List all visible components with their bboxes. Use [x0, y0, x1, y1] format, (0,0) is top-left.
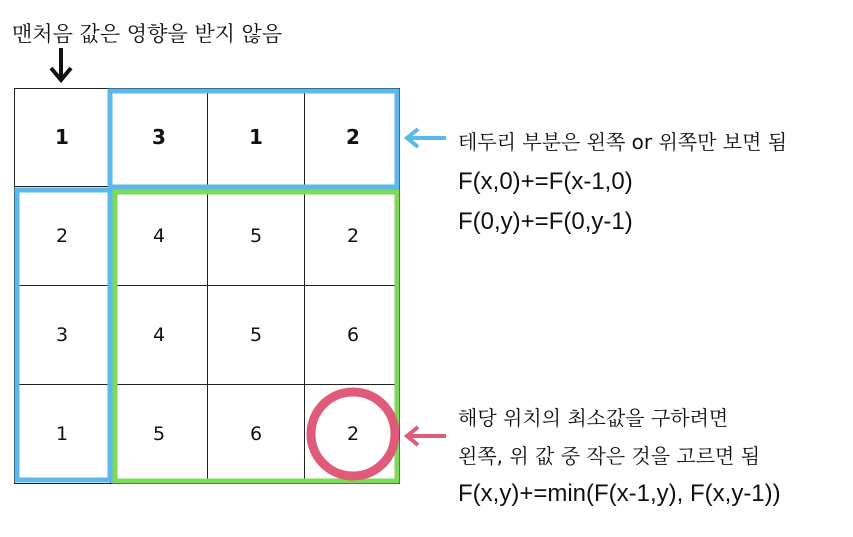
grid-cell-1-3: 2 [346, 225, 360, 247]
grid-cell-0-3: 2 [346, 125, 360, 149]
grid-cell-3-1: 5 [152, 423, 166, 445]
target-cell-circle [311, 392, 395, 476]
grid-cell-2-2: 5 [249, 324, 263, 346]
top-note: 맨처음 값은 영향을 받지 않음 [12, 22, 283, 46]
interior-highlight [115, 192, 397, 481]
left-arrow-icon [402, 424, 448, 448]
grid-cell-3-0: 1 [55, 423, 69, 445]
left-arrow-icon [402, 126, 448, 150]
grid-cell-0-2: 1 [249, 125, 263, 149]
grid-cell-1-2: 5 [249, 225, 263, 247]
grid-cell-3-2: 6 [249, 423, 263, 445]
grid-cell-1-0: 2 [55, 225, 69, 247]
top-border-highlight [110, 91, 397, 187]
min-note-line-1: 해당 위치의 최소값을 구하려면 [458, 406, 729, 430]
grid-cell-3-3: 2 [346, 423, 360, 445]
grid-cell-2-0: 3 [55, 324, 69, 346]
left-border-highlight [17, 190, 110, 480]
highlight-overlay [14, 88, 400, 484]
border-note: 테두리 부분은 왼쪽 or 위쪽만 보면 됨 [458, 130, 788, 154]
grid-cell-2-3: 6 [346, 324, 360, 346]
border-formula-1: F(x,0)+=F(x-1,0) [458, 168, 633, 195]
grid-cell-0-1: 3 [152, 125, 166, 149]
min-note-line-2: 왼쪽, 위 값 중 작은 것을 고르면 됨 [458, 444, 761, 468]
min-formula: F(x,y)+=min(F(x-1,y), F(x,y-1)) [458, 480, 781, 507]
down-arrow-icon [46, 46, 76, 86]
grid-cell-0-0: 1 [55, 125, 69, 149]
grid-cell-2-1: 4 [152, 324, 166, 346]
dp-grid [14, 88, 400, 484]
grid-cell-1-1: 4 [152, 225, 166, 247]
border-formula-2: F(0,y)+=F(0,y-1) [458, 208, 633, 235]
